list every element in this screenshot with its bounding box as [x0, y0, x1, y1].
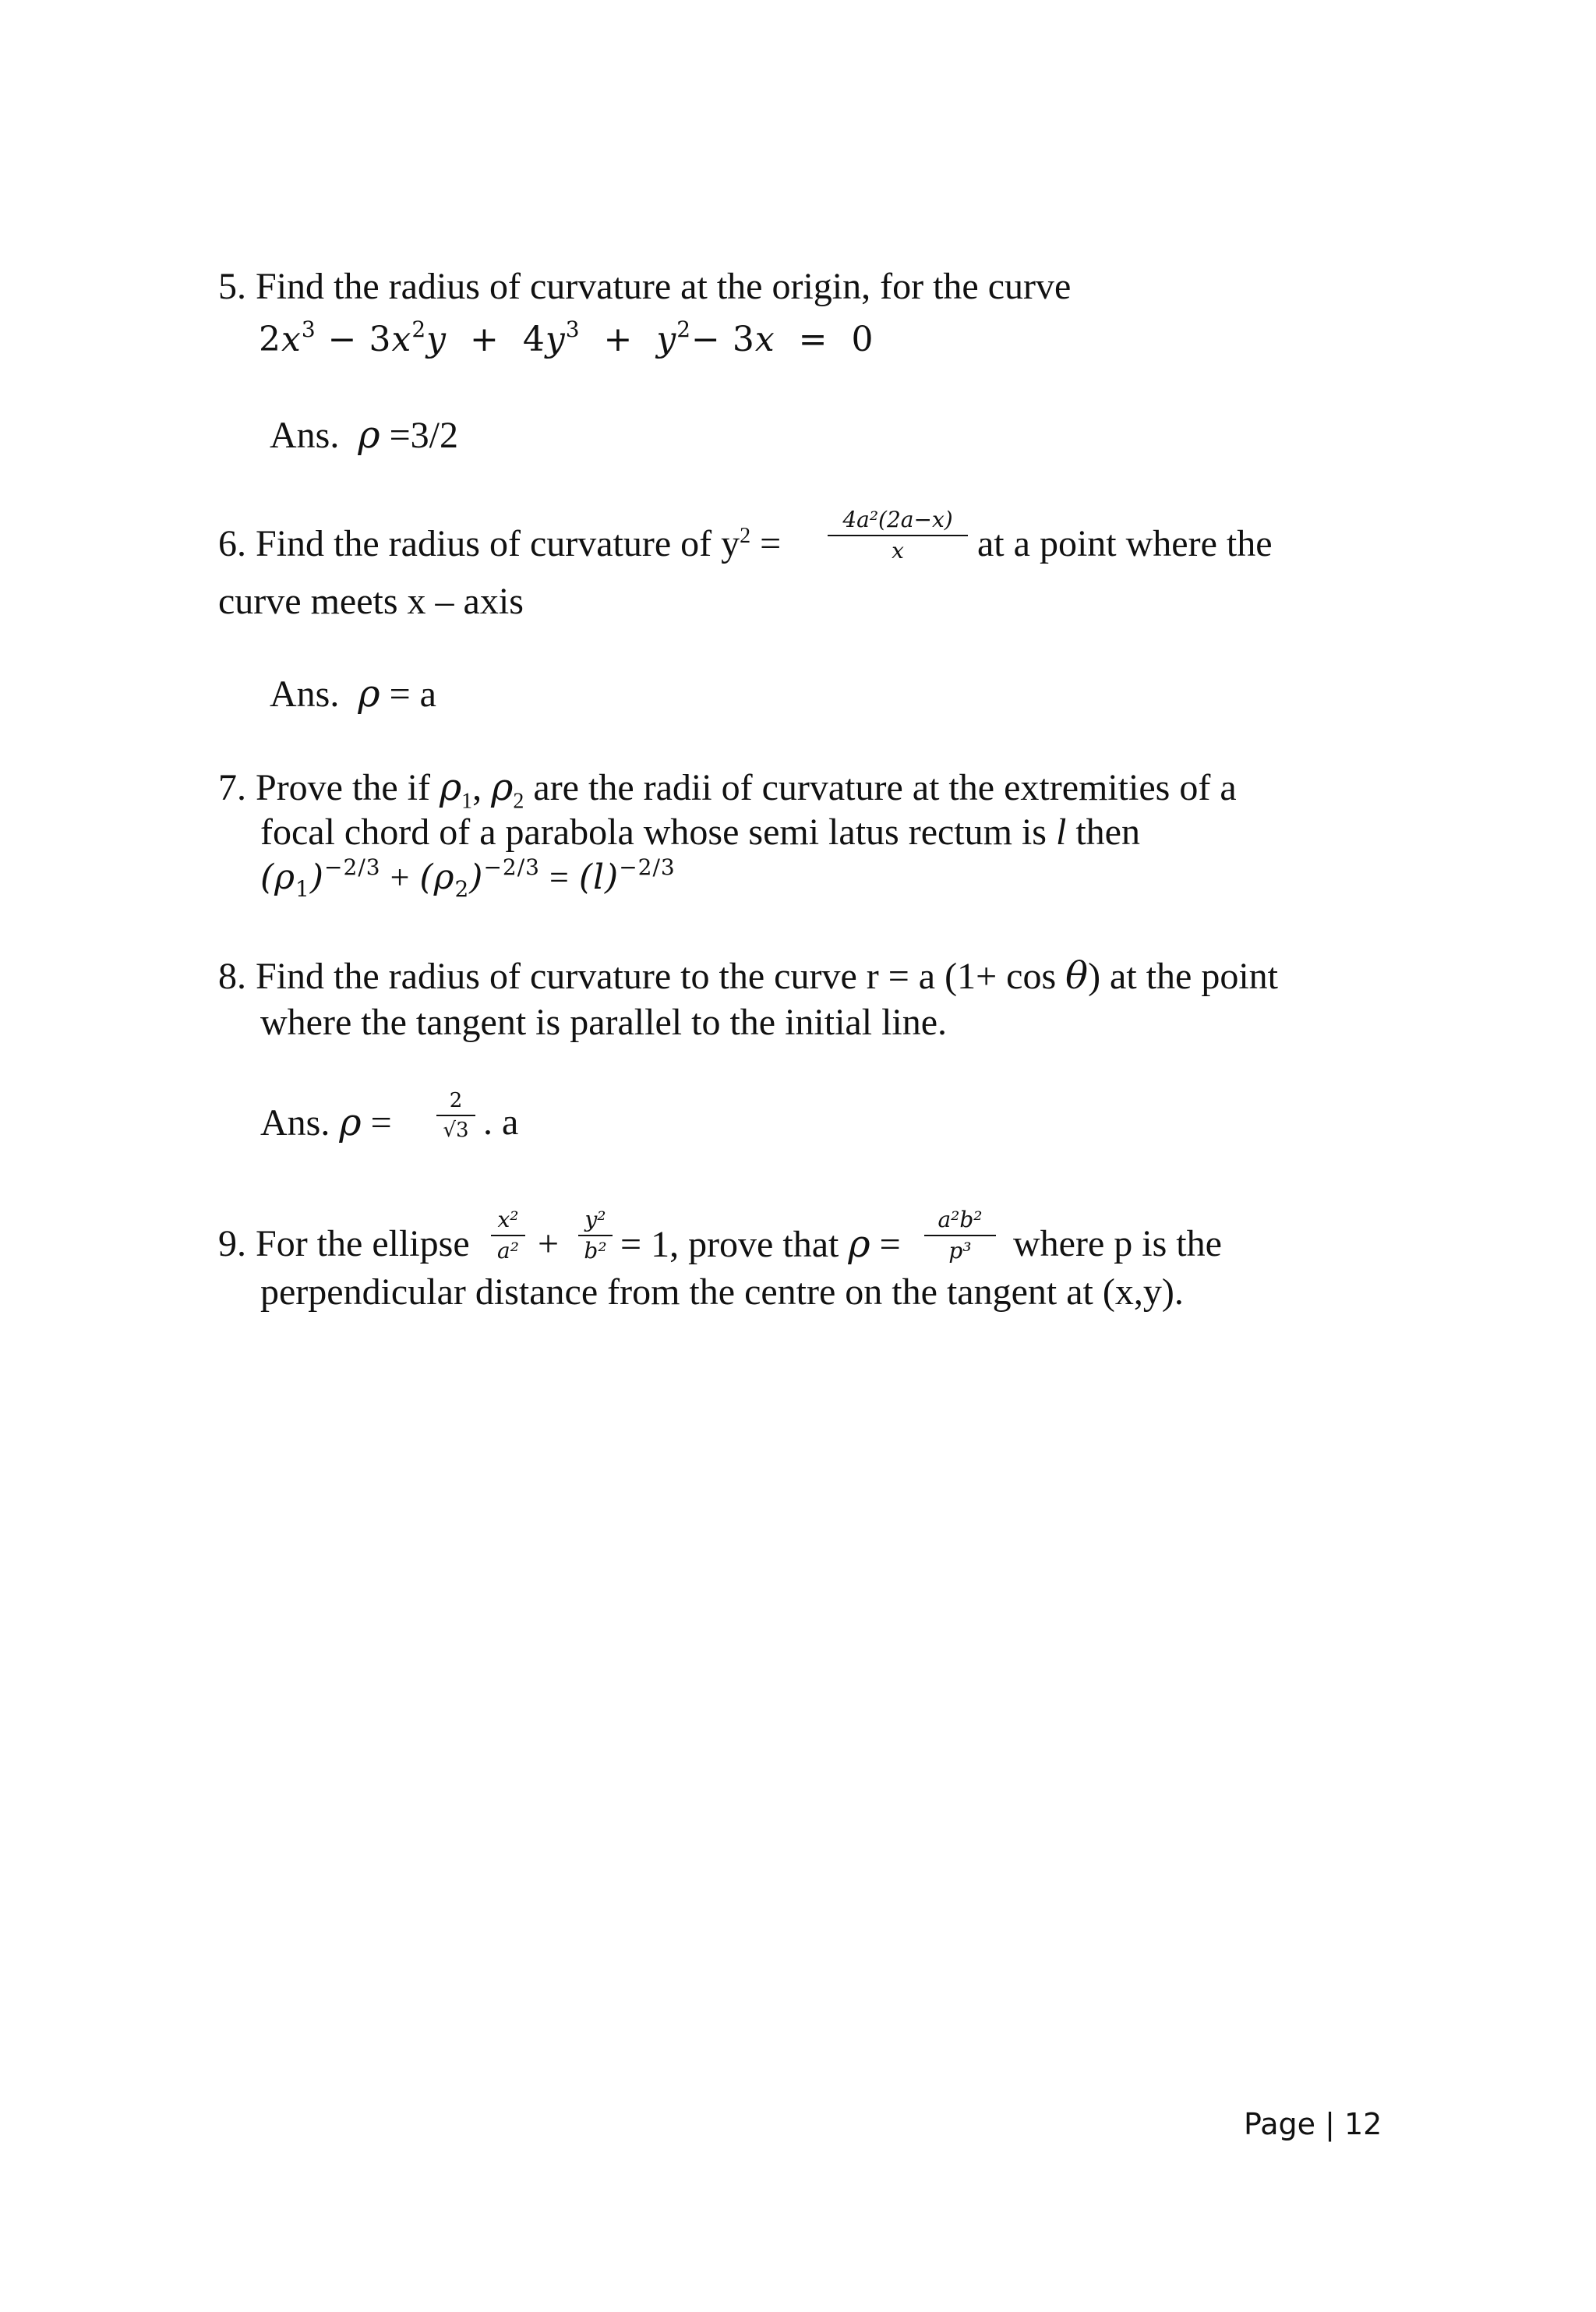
q9-fraction-x-numerator: x² [497, 1207, 519, 1232]
q8-fraction-denominator: √3 [443, 1119, 469, 1142]
q5-text: 5. Find the radius of curvature at the origin, for the curve [218, 266, 1072, 307]
q9-fraction-rho-numerator: a²b² [937, 1207, 983, 1232]
q9-fraction-rho [924, 1205, 996, 1266]
q9-fraction-x [491, 1205, 525, 1266]
q9-fraction-rho-denominator: p³ [948, 1238, 972, 1264]
q8-text-line2: where the tangent is parallel to the initial line. [260, 1002, 948, 1043]
page-number: Page | 12 [1244, 2107, 1382, 2141]
q6-text-line2: curve meets x – axis [218, 581, 524, 622]
q9-fraction-y-numerator: y² [584, 1207, 606, 1232]
q5-answer: Ans. ρ =3/2 [270, 413, 458, 457]
q9-plus: + [538, 1223, 560, 1264]
q7-text-line2: focal chord of a parabola whose semi latus rectum is l then [260, 811, 1140, 853]
q8-fraction-numerator: 2 [449, 1089, 463, 1112]
q9-text-line1-end: where p is the [1013, 1223, 1222, 1264]
q6-fraction-numerator: 4a²(2a−x) [842, 507, 953, 532]
q9-fraction-y-denominator: b² [584, 1238, 607, 1264]
q7-equation: $(\rho_1)^{-2/3} + (\rho_2)^{-2/3} = (l)^{-2/3}$ [260, 854, 676, 902]
q9-text-line2: perpendicular distance from the centre on the tangent at (x,y). [260, 1271, 1184, 1313]
q8-answer: Ans. ρ = [260, 1101, 392, 1144]
q6-answer: Ans. ρ = a [270, 672, 436, 716]
q8-answer-tail: . a [483, 1101, 519, 1143]
q9-fraction-y [578, 1205, 613, 1266]
q6-text-line1-end: at a point where the [977, 523, 1273, 564]
q8-fraction [436, 1087, 475, 1144]
q9-text-line1-start: 9. For the ellipse [218, 1223, 470, 1264]
q9-text-line1-mid: = 1, prove that ρ = [620, 1222, 901, 1266]
q7-text-line1: 7. Prove the if $\rho_1$, $\rho_2$ are the radii of curvature at the extremities of a [218, 765, 1237, 814]
q6-text-line1: 6. Find the radius of curvature of $y^2$ = [218, 523, 782, 564]
q9-fraction-x-denominator: a² [497, 1238, 519, 1264]
q6-fraction [828, 505, 968, 566]
q5-equation: $2x^3 - 3x^2y + 4y^3 + y^2- 3x = 0$ [259, 316, 874, 359]
q6-fraction-denominator: x [892, 538, 904, 564]
q8-text-line1: 8. Find the radius of curvature to the curve r = a (1+ cos θ) at the point [218, 954, 1278, 998]
